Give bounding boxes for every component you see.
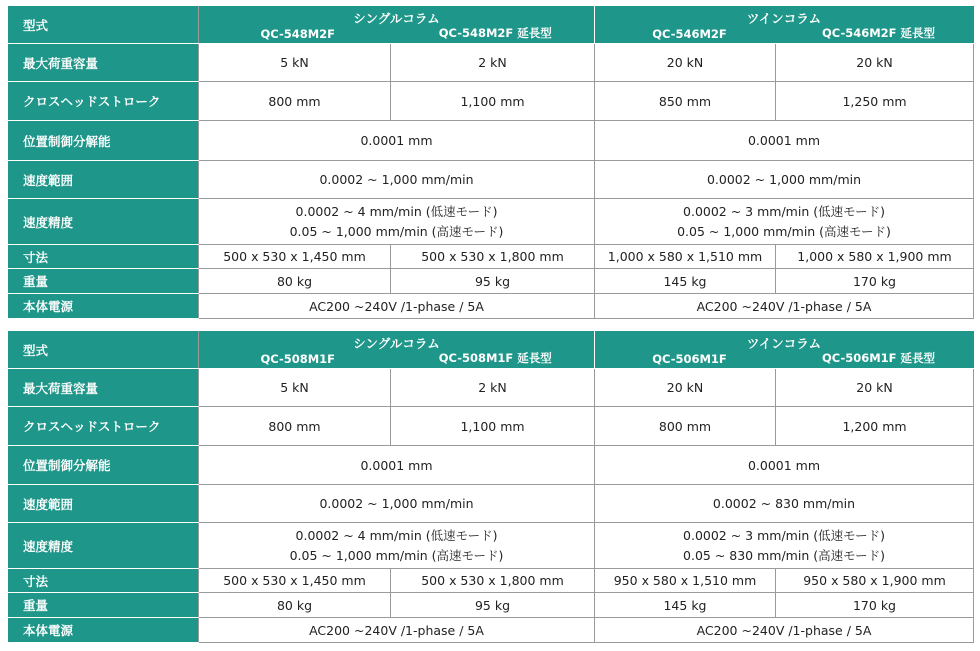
spec-row-dimensions	[9, 245, 974, 269]
speed-accuracy-low: 0.0002 ~ 4 mm/min (低速モード)	[295, 203, 498, 219]
spec-value: 20 kN	[595, 369, 776, 407]
spec-value: 5 kN	[199, 369, 391, 407]
spec-value: 5 kN	[199, 44, 391, 82]
spec-value: 500 x 530 x 1,800 mm	[391, 245, 595, 269]
row-label-speed-accuracy: 速度精度	[9, 199, 199, 245]
spec-value: 0.0001 mm	[199, 121, 595, 161]
spec-value: 20 kN	[595, 44, 776, 82]
speed-accuracy-high: 0.05 ~ 1,000 mm/min (高速モード)	[289, 547, 504, 563]
model-header-row	[9, 332, 974, 369]
model-name: QC-508M1F	[260, 352, 336, 366]
row-label-speed-range: 速度範囲	[9, 161, 199, 199]
spec-row-resolution	[9, 121, 974, 161]
spec-value: 950 x 580 x 1,510 mm	[595, 569, 776, 593]
model-name: QC-506M1F 延長型	[821, 351, 936, 365]
spec-value: 0.0001 mm	[199, 446, 595, 485]
row-label-power: 本体電源	[9, 294, 199, 319]
spec-value	[199, 523, 595, 569]
spec-row-capacity	[9, 369, 974, 407]
spec-value: 0.0001 mm	[595, 121, 974, 161]
row-label-model: 型式	[9, 332, 199, 369]
spec-value: 850 mm	[595, 82, 776, 121]
row-label-speed-accuracy: 速度精度	[9, 523, 199, 569]
spec-value: 1,100 mm	[391, 407, 595, 446]
row-label-resolution: 位置制御分解能	[9, 446, 199, 485]
spec-value: 145 kg	[595, 269, 776, 294]
model-name: QC-546M2F	[652, 27, 727, 41]
row-label-dimensions: 寸法	[9, 569, 199, 593]
spec-value: 20 kN	[776, 369, 974, 407]
spec-row-speed-accuracy	[9, 523, 974, 569]
spec-row-stroke	[9, 82, 974, 121]
row-label-stroke: クロスヘッドストローク	[9, 407, 199, 446]
speed-accuracy-low: 0.0002 ~ 4 mm/min (低速モード)	[295, 527, 498, 543]
spec-value	[595, 523, 974, 569]
spec-value: 0.0002 ~ 1,000 mm/min	[199, 485, 595, 523]
model-name: QC-508M1F 延長型	[438, 351, 552, 365]
spec-value: AC200 ~240V /1-phase / 5A	[199, 294, 595, 319]
spec-value: 800 mm	[199, 407, 391, 446]
spec-value: 145 kg	[595, 593, 776, 618]
series-name-twin: ツインコラム	[746, 336, 822, 351]
spec-value: 1,100 mm	[391, 82, 595, 121]
speed-accuracy-high: 0.05 ~ 830 mm/min (高速モード)	[683, 547, 885, 563]
row-label-stroke: クロスヘッドストローク	[9, 82, 199, 121]
spec-row-power	[9, 618, 974, 643]
spec-value: 1,200 mm	[776, 407, 974, 446]
spec-value: AC200 ~240V /1-phase / 5A	[199, 618, 595, 643]
model-name: QC-548M2F 延長型	[438, 26, 552, 40]
spec-row-speed-range	[9, 161, 974, 199]
model-header-row	[9, 7, 974, 44]
spec-value: 170 kg	[776, 269, 974, 294]
spec-row-resolution	[9, 446, 974, 485]
spec-value: 950 x 580 x 1,900 mm	[776, 569, 974, 593]
spec-value	[595, 199, 974, 245]
spec-row-speed-accuracy	[9, 199, 974, 245]
row-label-capacity: 最大荷重容量	[9, 44, 199, 82]
model-name: QC-506M1F	[652, 352, 727, 366]
row-label-weight: 重量	[9, 593, 199, 618]
spec-value: 80 kg	[199, 593, 391, 618]
spec-row-weight	[9, 269, 974, 294]
spec-row-capacity	[9, 44, 974, 82]
spec-row-stroke	[9, 407, 974, 446]
spec-value	[199, 199, 595, 245]
model-name: QC-548M2F	[260, 27, 336, 41]
row-label-power: 本体電源	[9, 618, 199, 643]
spec-value: AC200 ~240V /1-phase / 5A	[595, 294, 974, 319]
spec-value: 500 x 530 x 1,800 mm	[391, 569, 595, 593]
speed-accuracy-high: 0.05 ~ 1,000 mm/min (高速モード)	[289, 223, 504, 239]
spec-row-power	[9, 294, 974, 319]
spec-value: 1,250 mm	[776, 82, 974, 121]
speed-accuracy-high: 0.05 ~ 1,000 mm/min (高速モード)	[677, 223, 891, 239]
spec-value: 800 mm	[595, 407, 776, 446]
spec-value: 2 kN	[391, 369, 595, 407]
spec-value: 500 x 530 x 1,450 mm	[199, 245, 391, 269]
row-label-speed-range: 速度範囲	[9, 485, 199, 523]
row-label-dimensions: 寸法	[9, 245, 199, 269]
spec-value: 170 kg	[776, 593, 974, 618]
spec-value: AC200 ~240V /1-phase / 5A	[595, 618, 974, 643]
row-label-capacity: 最大荷重容量	[9, 369, 199, 407]
spec-value: 0.0001 mm	[595, 446, 974, 485]
speed-accuracy-low: 0.0002 ~ 3 mm/min (低速モード)	[683, 203, 885, 219]
spec-value: 80 kg	[199, 269, 391, 294]
twin-column-header	[595, 7, 974, 44]
spec-value: 1,000 x 580 x 1,510 mm	[595, 245, 776, 269]
single-column-header	[199, 7, 595, 44]
twin-column-header	[595, 332, 974, 369]
spec-value: 20 kN	[776, 44, 974, 82]
model-name: QC-546M2F 延長型	[821, 26, 936, 40]
spec-row-speed-range	[9, 485, 974, 523]
spec-value: 2 kN	[391, 44, 595, 82]
spec-value: 500 x 530 x 1,450 mm	[199, 569, 391, 593]
series-name-single: シングルコラム	[353, 336, 440, 351]
row-label-model: 型式	[9, 7, 199, 44]
spec-value: 0.0002 ~ 1,000 mm/min	[199, 161, 595, 199]
speed-accuracy-low: 0.0002 ~ 3 mm/min (低速モード)	[683, 527, 885, 543]
series-name-single: シングルコラム	[353, 11, 440, 26]
spec-table-qc548	[8, 6, 974, 319]
spec-row-weight	[9, 593, 974, 618]
spec-value: 95 kg	[391, 269, 595, 294]
row-label-resolution: 位置制御分解能	[9, 121, 199, 161]
spec-value: 0.0002 ~ 830 mm/min	[595, 485, 974, 523]
spec-value: 95 kg	[391, 593, 595, 618]
spec-value: 1,000 x 580 x 1,900 mm	[776, 245, 974, 269]
series-name-twin: ツインコラム	[746, 11, 822, 26]
spec-value: 800 mm	[199, 82, 391, 121]
single-column-header	[199, 332, 595, 369]
spec-value: 0.0002 ~ 1,000 mm/min	[595, 161, 974, 199]
spec-row-dimensions	[9, 569, 974, 593]
row-label-weight: 重量	[9, 269, 199, 294]
spec-table-qc508	[8, 331, 974, 643]
